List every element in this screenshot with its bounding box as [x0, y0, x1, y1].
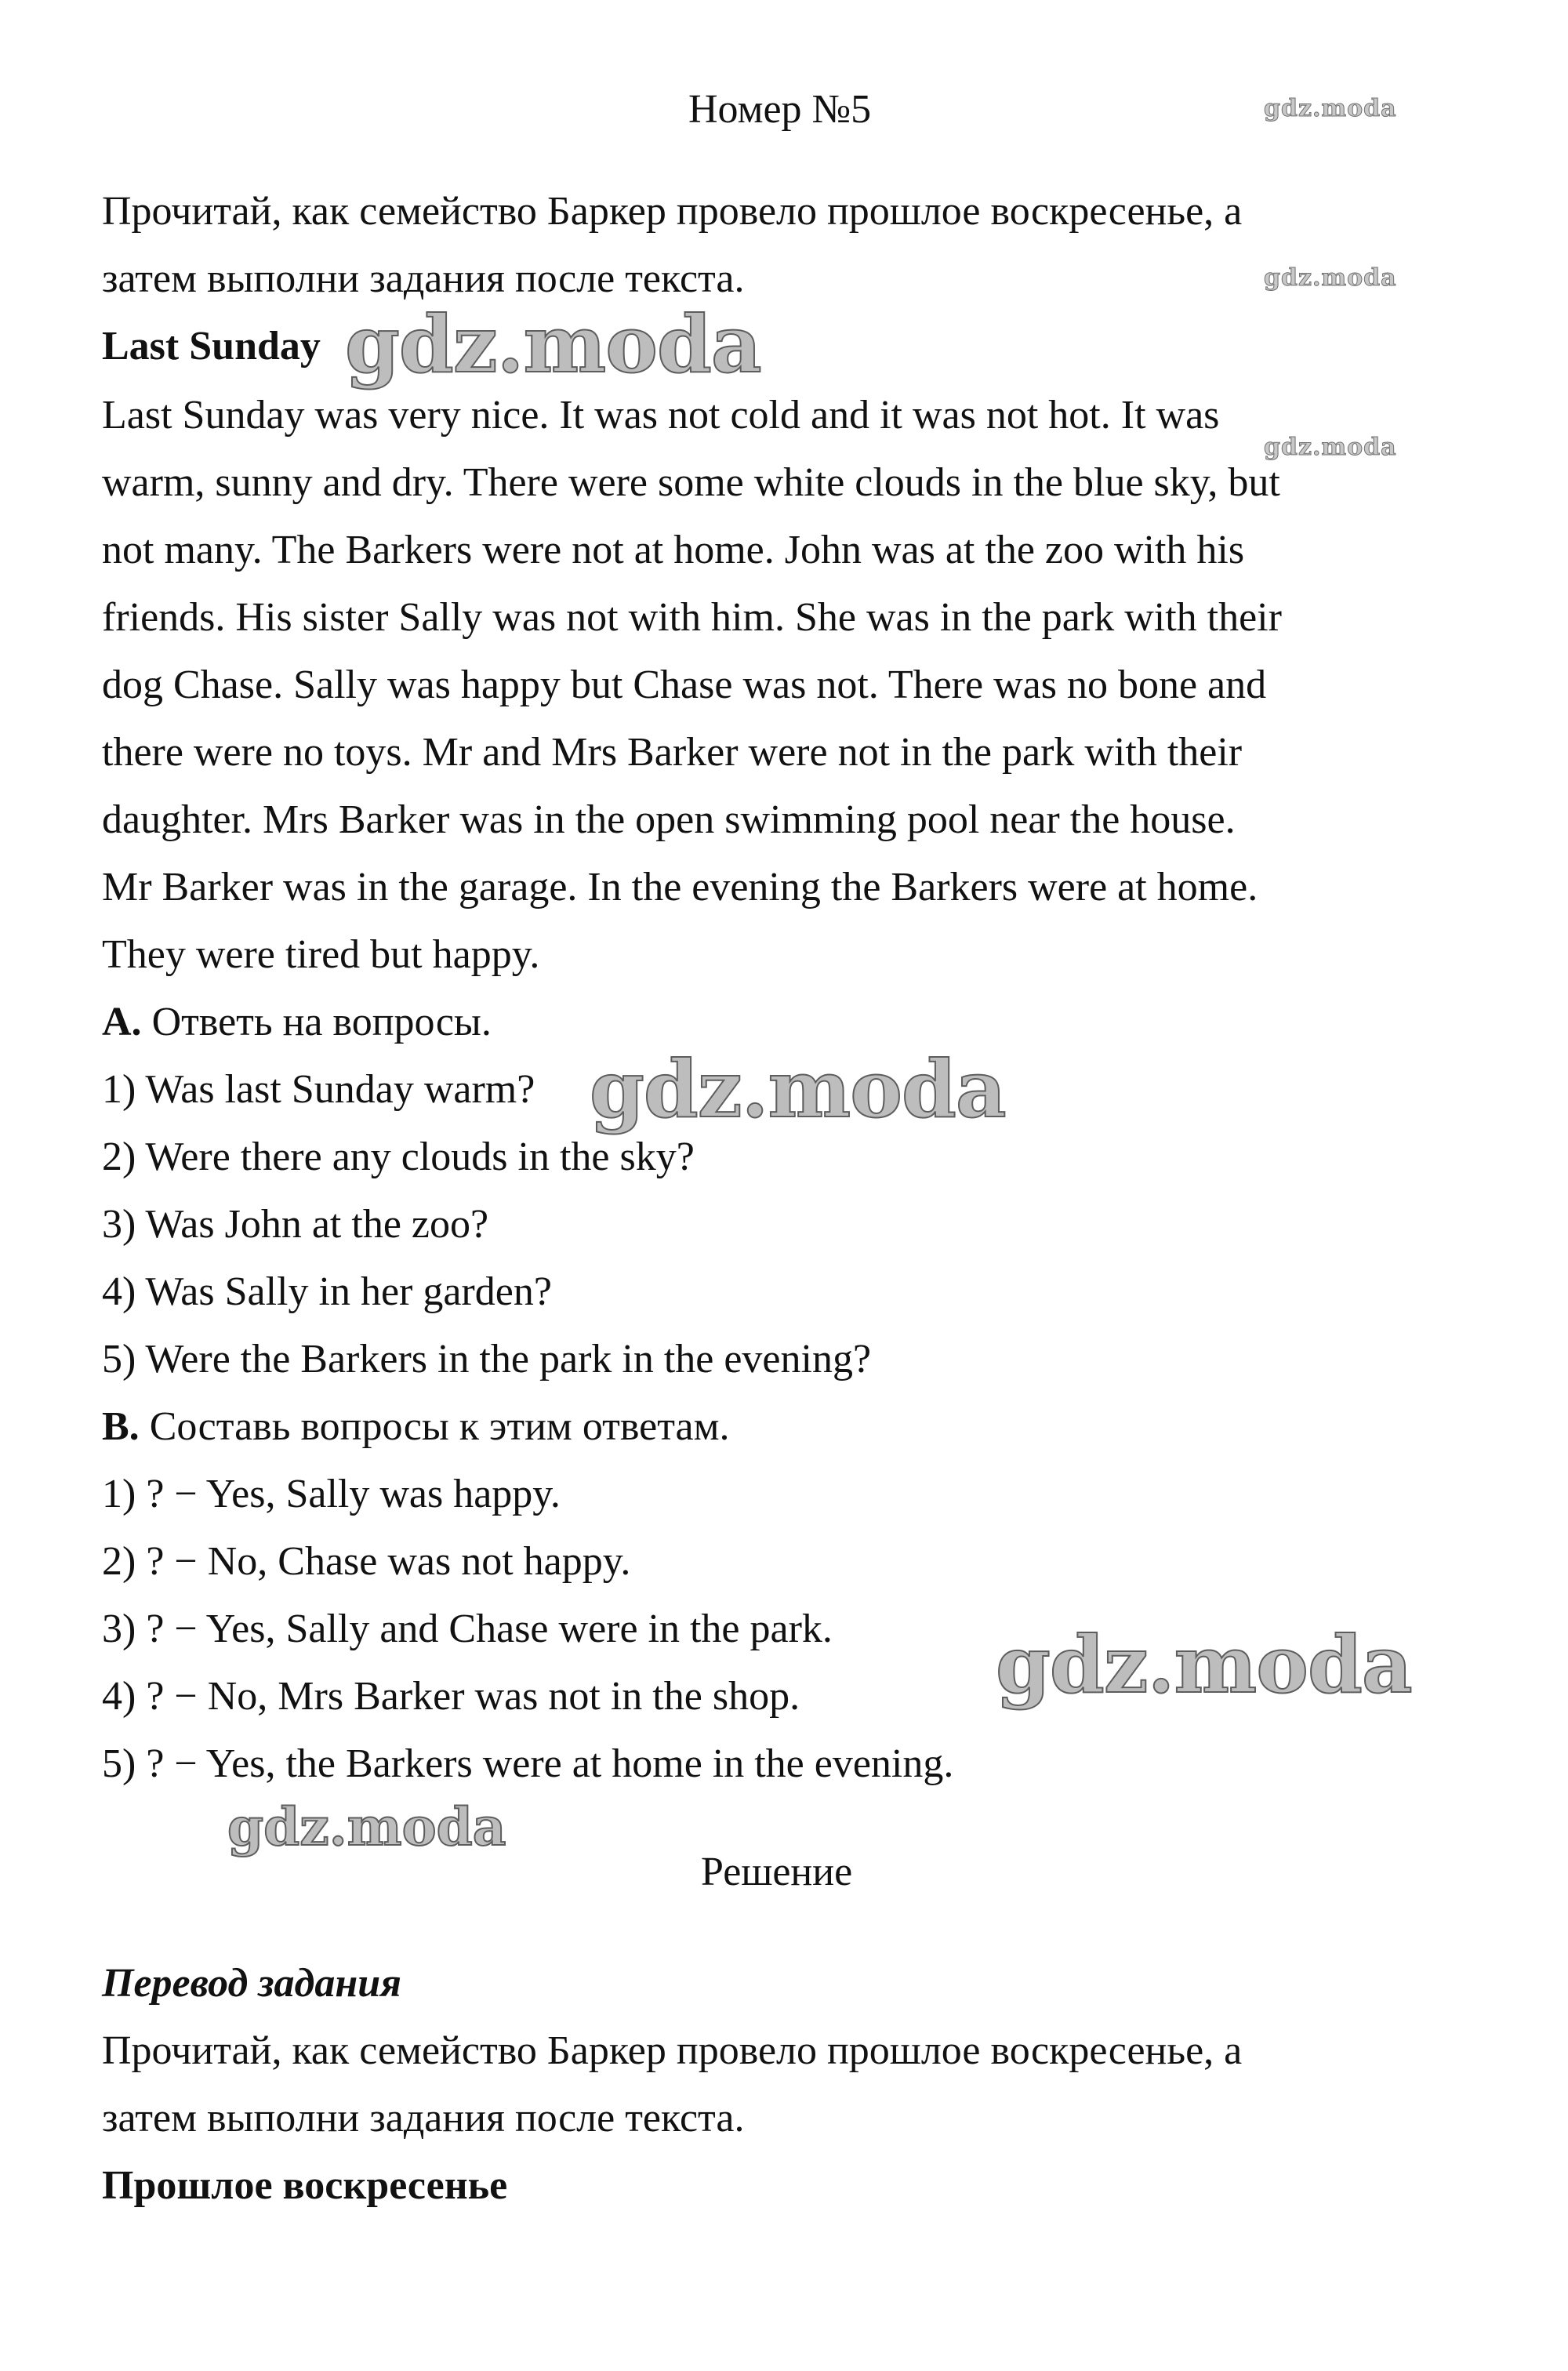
task-intro-line: затем выполни задания после текста. [102, 256, 745, 301]
watermark-small: gdz.moda [1264, 264, 1397, 292]
section-b-instruction: Составь вопросы к этим ответам. [139, 1404, 730, 1449]
story-line: warm, sunny and dry. There were some white clouds in the blue sky, but [102, 460, 1280, 505]
section-b-heading [102, 1403, 730, 1451]
story-line: dog Chase. Sally was happy but Chase was not. There was no bone and [102, 663, 1267, 707]
answer-item: 4) ? − No, Mrs Barker was not in the shop. [102, 1674, 800, 1719]
watermark-small: gdz.moda [1264, 95, 1397, 122]
section-b-letter: B. [102, 1404, 140, 1449]
translation-line: Прочитай, как семейство Баркер провело прошлое воскресенье, а [102, 2028, 1243, 2073]
story-line: Last Sunday was very nice. It was not cold and it was not hot. It was [102, 393, 1220, 438]
story-line: Mr Barker was in the garage. In the evening the Barkers were at home. [102, 865, 1258, 910]
page-title: Номер №5 [688, 87, 872, 132]
task-intro-line: Прочитай, как семейство Баркер провело прошлое воскресенье, а [102, 189, 1243, 234]
answer-item: 1) ? − Yes, Sally was happy. [102, 1472, 561, 1516]
watermark-small: gdz.moda [1264, 434, 1397, 461]
question-item: 5) Were the Barkers in the park in the evening? [102, 1337, 872, 1382]
section-a-letter: A. [102, 1000, 142, 1044]
watermark-large: gdz.moda [345, 298, 761, 390]
question-item: 1) Was last Sunday warm? [102, 1067, 535, 1112]
translation-heading: Перевод задания [102, 1961, 401, 2006]
answer-item: 3) ? − Yes, Sally and Chase were in the park. [102, 1607, 833, 1651]
answer-item: 5) ? − Yes, the Barkers were at home in the evening. [102, 1741, 954, 1786]
question-item: 3) Was John at the zoo? [102, 1202, 489, 1247]
section-a-heading [102, 999, 492, 1046]
solution-label: Решение [701, 1850, 853, 1894]
story-line: friends. His sister Sally was not with him. She was in the park with their [102, 595, 1282, 640]
watermark-large: gdz.moda [590, 1043, 1006, 1135]
translation-line: затем выполни задания после текста. [102, 2096, 745, 2140]
question-item: 4) Was Sally in her garden? [102, 1269, 552, 1314]
story-title: Last Sunday [102, 324, 321, 369]
watermark-medium: gdz.moda [227, 1796, 506, 1857]
watermark-large: gdz.moda [996, 1618, 1412, 1711]
story-line: not many. The Barkers were not at home. John was at the zoo with his [102, 528, 1245, 572]
story-line: there were no toys. Mr and Mrs Barker were not in the park with their [102, 730, 1243, 775]
question-item: 2) Were there any clouds in the sky? [102, 1135, 695, 1179]
story-line: They were tired but happy. [102, 932, 540, 977]
translation-story-title: Прошлое воскресенье [102, 2163, 508, 2208]
story-line: daughter. Mrs Barker was in the open swimming pool near the house. [102, 797, 1236, 842]
answer-item: 2) ? − No, Chase was not happy. [102, 1539, 631, 1584]
section-a-instruction: Ответь на вопросы. [141, 1000, 492, 1044]
